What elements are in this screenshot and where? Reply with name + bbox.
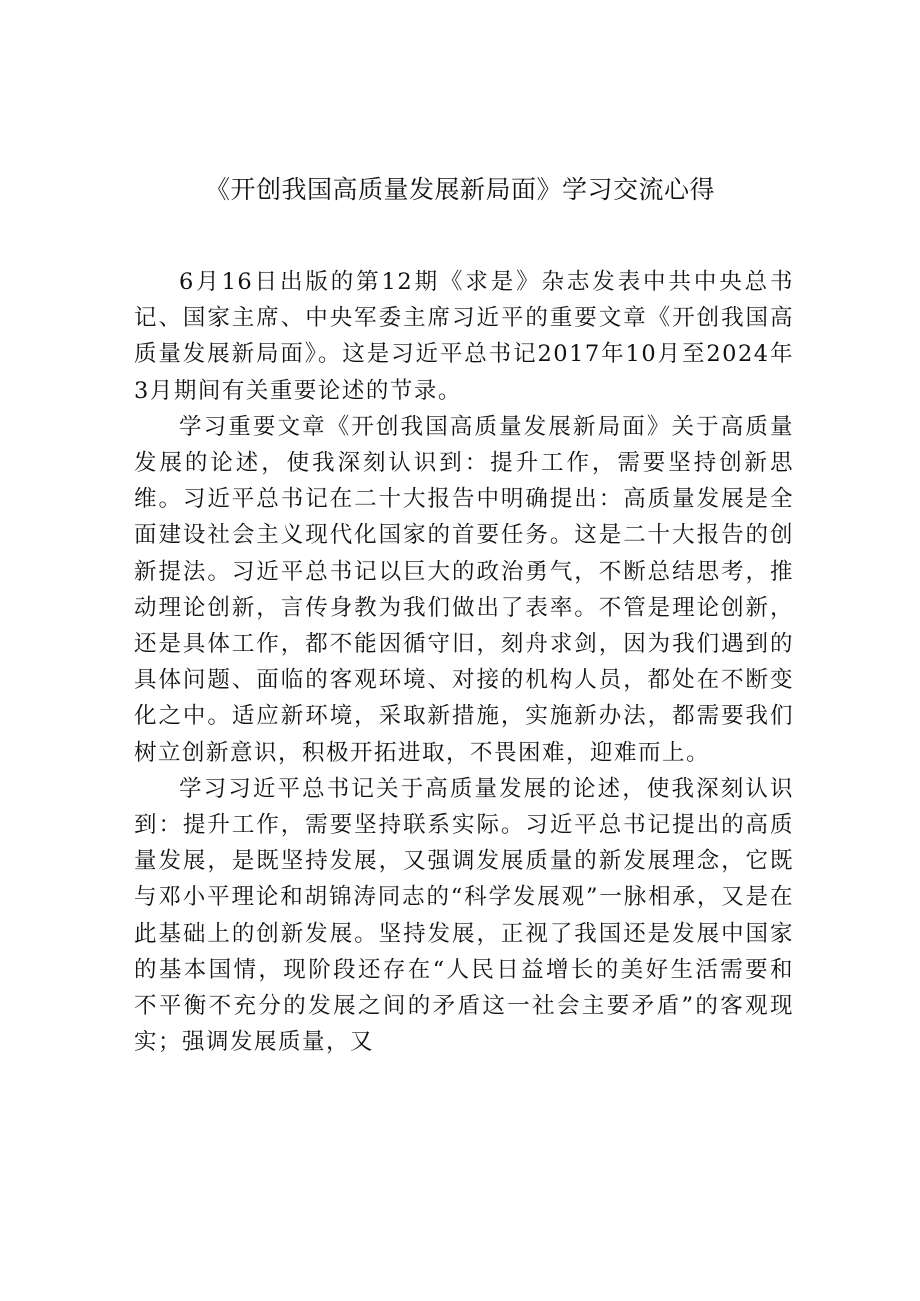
paragraph: 学习重要文章《开创我国高质量发展新局面》关于高质量发展的论述，使我深刻认识到：提升工作，需要坚持创新思维。习近平总书记在二十大报告中明确提出：高质量发展是全面建设社会主义现代化国家的首要任务。这是二十大报告的创新提法。习近平总书记以巨大的政治勇气，不断总结思考，推动理论创新，言传身教为我们做出了表率。不管是理论创新，还是具体工作，都不能因循守旧，刻舟求剑，因为我们遇到的具体问题、面临的客观环境、对接的机构人员，都处在不断变化之中。适应新环境，采取新措施，实施新办法，都需要我们树立创新意识，积极开拓进取，不畏困难，迎难而上。 xyxy=(134,413,794,766)
document-title: 《开创我国高质量发展新局面》学习交流心得 xyxy=(204,175,715,204)
document-body xyxy=(134,264,794,1060)
paragraph: 6月16日出版的第12期《求是》杂志发表中共中央总书记、国家主席、中央军委主席习近平的重要文章《开创我国高质量发展新局面》。这是习近平总书记2017年10月至2024年3月期间有关重要论述的节录。 xyxy=(134,269,794,404)
paragraph: 学习习近平总书记关于高质量发展的论述，使我深刻认识到：提升工作，需要坚持联系实际。习近平总书记提出的高质量发展，是既坚持发展，又强调发展质量的新发展理念，它既与邓小平理论和胡锦涛同志的“科学发展观”一脉相承，又是在此基础上的创新发展。坚持发展，正视了我国还是发展中国家的基本国情，现阶段还存在“人民日益增长的美好生活需要和不平衡不充分的发展之间的矛盾这一社会主要矛盾”的客观现实；强调发展质量，又 xyxy=(134,775,794,1056)
